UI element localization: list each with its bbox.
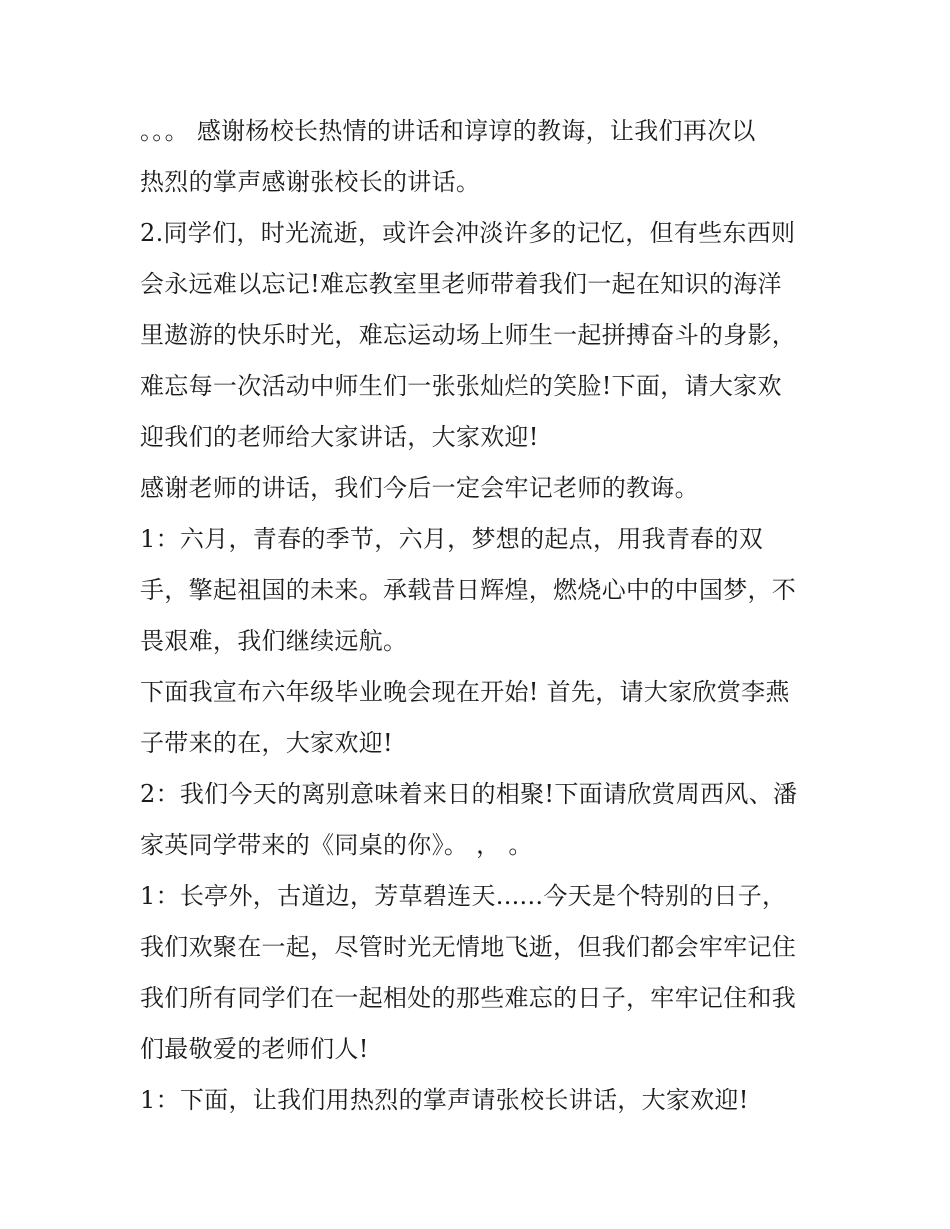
text-line: 2：我们今天的离别意味着来日的相聚!下面请欣赏周西风、潘	[140, 780, 798, 808]
text-line: 感谢老师的讲话，我们今后一定会牢记老师的教诲。	[140, 474, 699, 502]
text-line: 子带来的在，大家欢迎!	[140, 729, 393, 757]
text-line: 们最敬爱的老师们人!	[140, 1035, 369, 1063]
text-line: 我们所有同学们在一起相处的那些难忘的日子，牢牢记住和我	[140, 984, 797, 1012]
text-line: 会永远难以忘记!难忘教室里老师带着我们一起在知识的海洋	[140, 270, 782, 298]
text-line: 畏艰难，我们继续远航。	[140, 627, 408, 655]
document-body	[140, 106, 820, 1126]
text-line: 2.同学们，时光流逝，或许会冲淡许多的记忆，但有些东西则	[140, 219, 796, 247]
text-line: 1：六月，青春的季节，六月，梦想的起点，用我青春的双	[140, 525, 764, 553]
text-line: 迎我们的老师给大家讲话，大家欢迎!	[140, 423, 539, 451]
text-line: 热烈的掌声感谢张校长的讲话。	[140, 168, 481, 196]
text-line: 手，擎起祖国的未来。承载昔日辉煌，燃烧心中的中国梦，不	[140, 576, 797, 604]
text-line: 1：下面，让我们用热烈的掌声请张校长讲话，大家欢迎!	[140, 1086, 749, 1114]
text-line: 。。。 感谢杨校长热情的讲话和谆谆的教诲，让我们再次以	[140, 117, 756, 145]
text-line: 1：长亭外，古道边，芳草碧连天......今天是个特别的日子，	[140, 882, 787, 910]
text-line: 下面我宣布六年级毕业晚会现在开始! 首先，请大家欣赏李燕	[140, 678, 790, 706]
text-line: 难忘每一次活动中师生们一张张灿烂的笑脸!下面，请大家欢	[140, 372, 782, 400]
text-line: 家英同学带来的《同桌的你》。 ， 。	[140, 831, 533, 859]
text-line: 里遨游的快乐时光，难忘运动场上师生一起拼搏奋斗的身影，	[140, 321, 797, 349]
text-line: 我们欢聚在一起，尽管时光无情地飞逝，但我们都会牢牢记住	[140, 933, 797, 961]
